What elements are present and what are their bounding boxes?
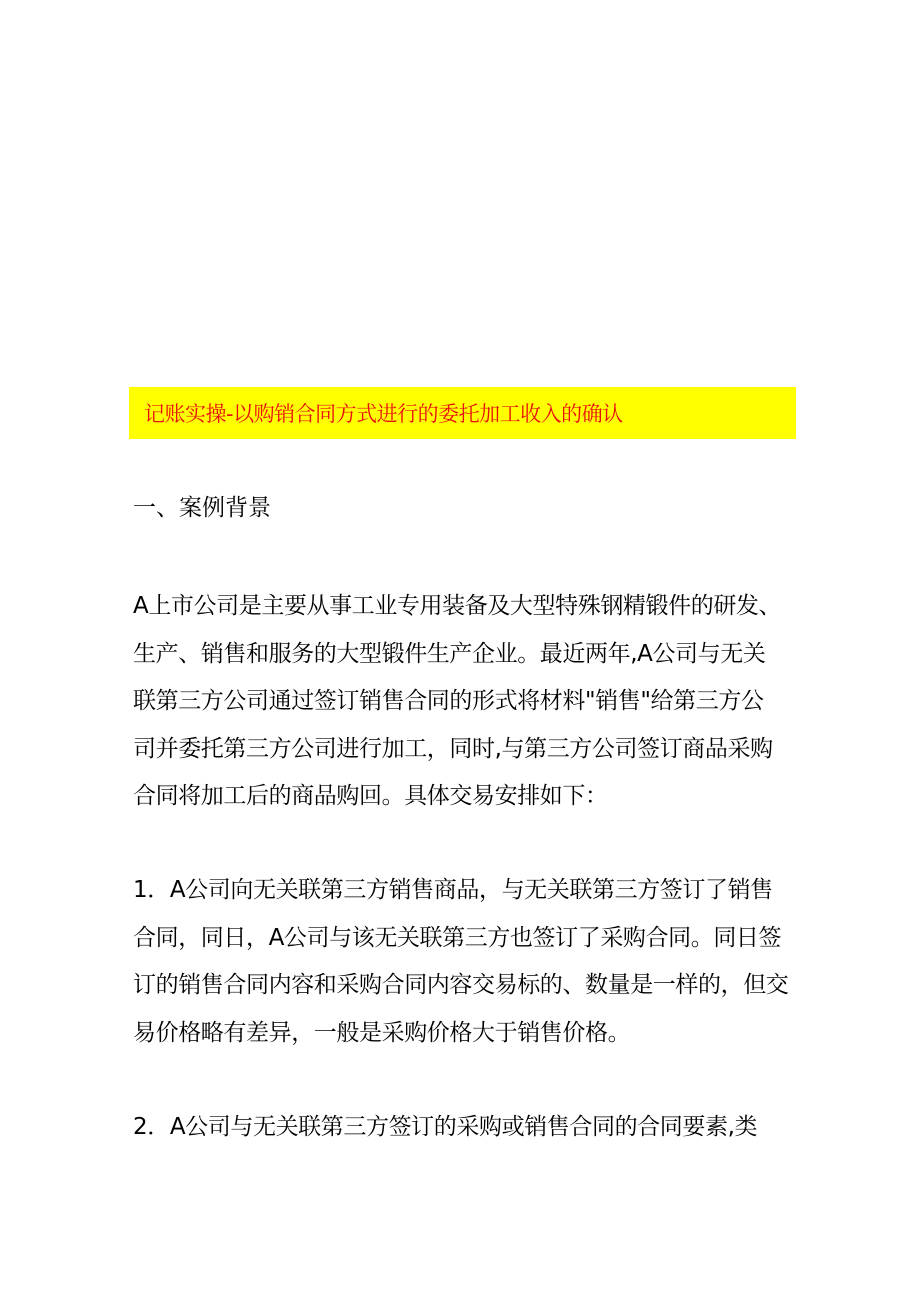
paragraph-line: 合同，同日，A公司与该无关联第三方也签订了采购合同。同日签 (133, 924, 782, 951)
title-banner (129, 387, 796, 439)
paragraph-line: 易价格略有差异，一般是采购价格大于销售价格。 (133, 1019, 631, 1046)
paragraph-line: 合同将加工后的商品购回。具体交易安排如下： (133, 783, 608, 809)
paragraph-line: 司并委托第三方公司进行加工，同时,与第三方公司签订商品采购 (133, 735, 773, 762)
paragraph-line: 生产、销售和服务的大型锻件生产企业。最近两年,A公司与无关 (133, 640, 766, 667)
paragraph-line: 1．A公司向无关联第三方销售商品，与无关联第三方签订了销售 (133, 877, 773, 903)
paragraph-item-2 (133, 1104, 823, 1152)
paragraph-line: 联第三方公司通过签订销售合同的形式将材料"销售"给第三方公 (133, 688, 764, 714)
document-title: 记账实操-以购销合同方式进行的委托加工收入的确认 (144, 402, 623, 426)
paragraph-line: 2．A公司与无关联第三方签订的采购或销售合同的合同要素,类 (133, 1114, 758, 1140)
paragraph-line: 订的销售合同内容和采购合同内容交易标的、数量是一样的，但交 (133, 972, 789, 998)
paragraph-line: A上市公司是主要从事工业专用装备及大型特殊钢精锻件的研发、 (133, 593, 782, 619)
section-heading: 一、案例背景 (133, 495, 271, 521)
paragraph-intro (133, 583, 823, 821)
paragraph-item-1 (133, 867, 823, 1057)
